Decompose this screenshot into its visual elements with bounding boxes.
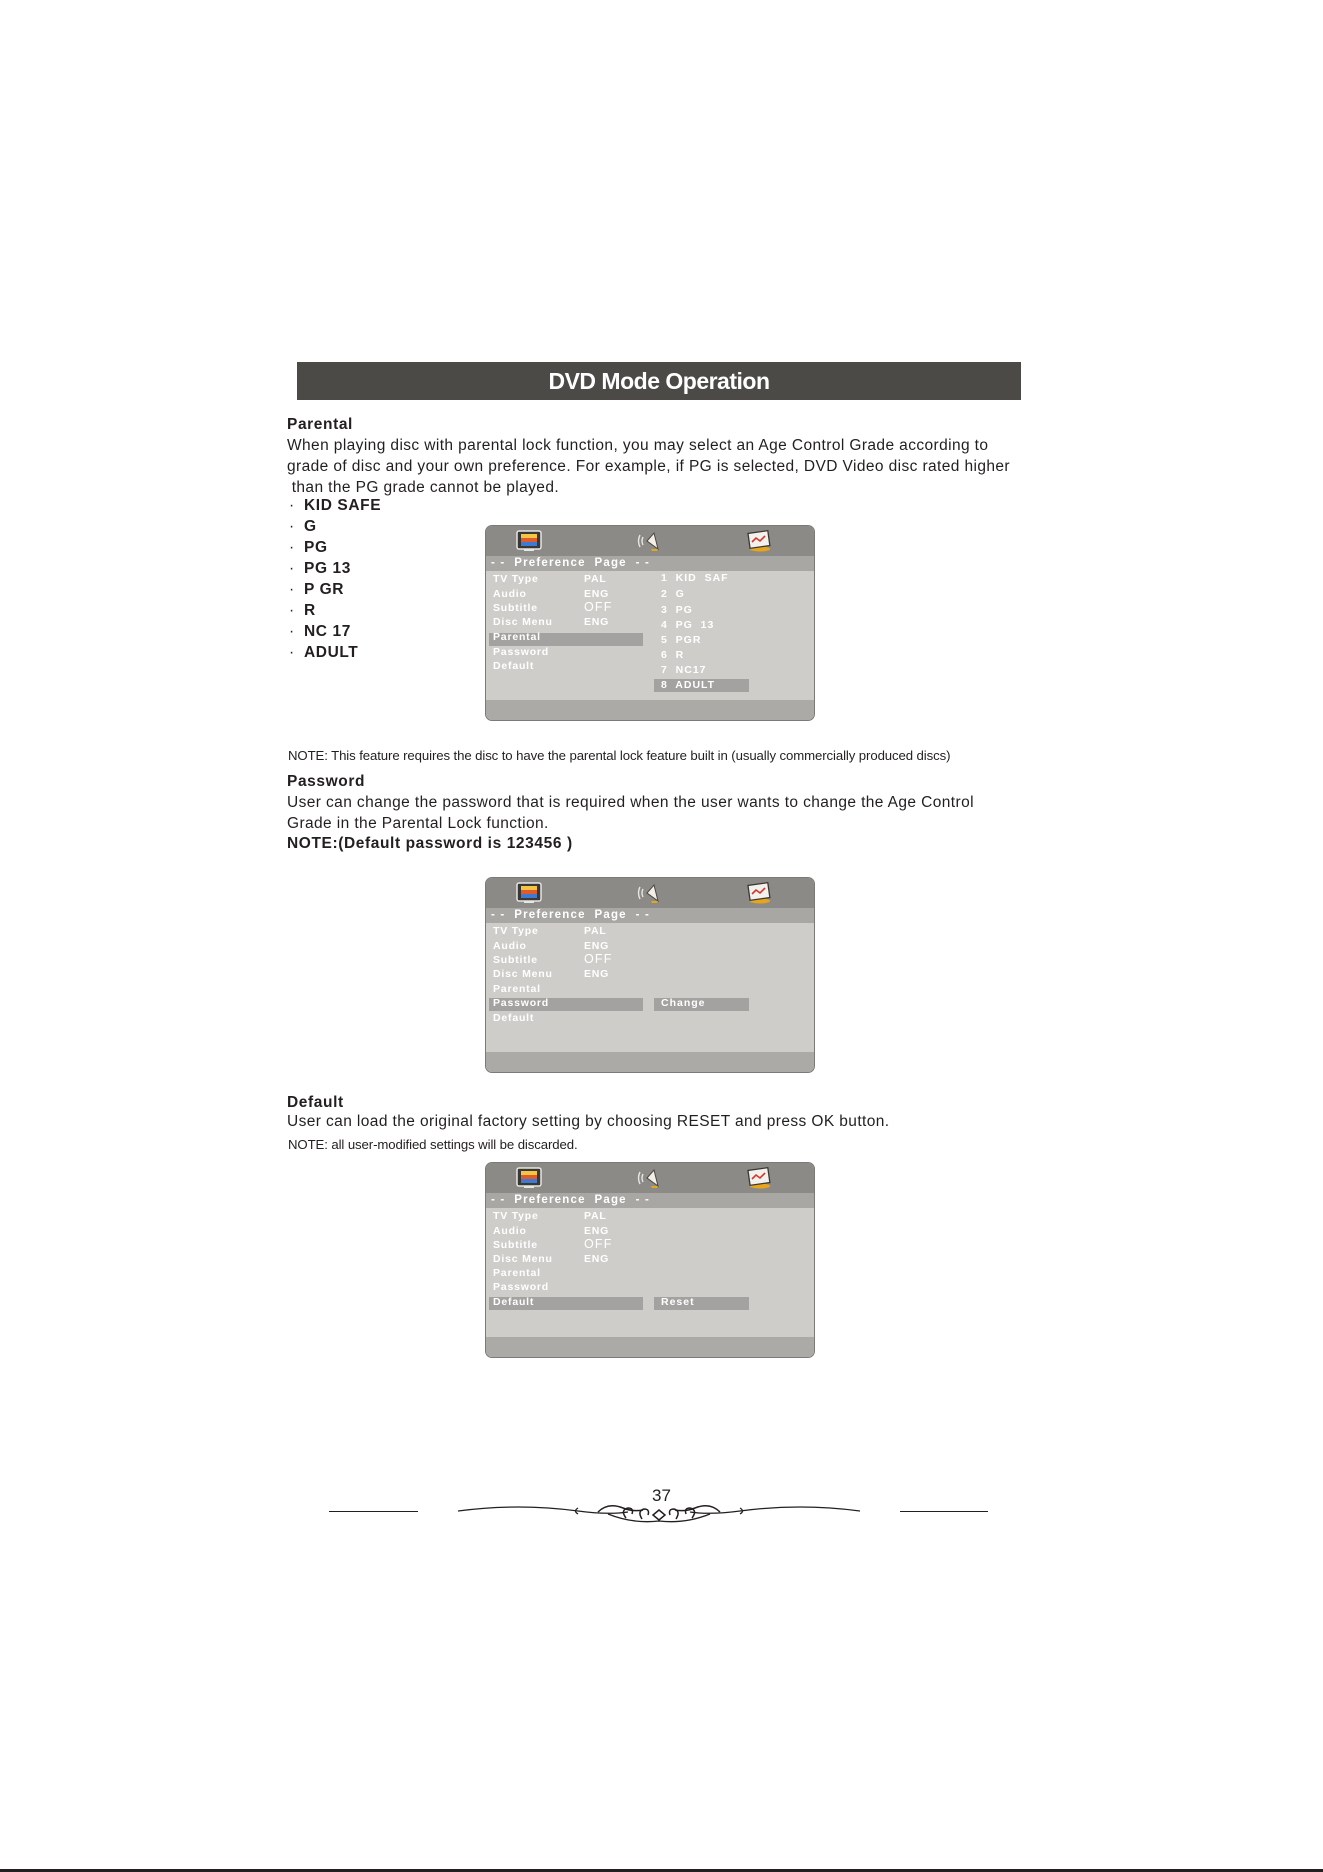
footer-rule-right <box>900 1511 988 1512</box>
menu-item-default[interactable]: Default <box>493 1012 535 1024</box>
osd-page-title: - - Preference Page - - <box>486 556 814 571</box>
value-tv-type: PAL <box>584 925 607 937</box>
osd-page-title: - - Preference Page - - <box>486 1193 814 1208</box>
value-tv-type: PAL <box>584 1210 607 1222</box>
parental-option[interactable]: 5 PGR <box>661 634 702 646</box>
parental-option[interactable]: 3 PG <box>661 604 693 616</box>
value-subtitle: OFF <box>584 600 613 614</box>
password-body-line-2: Grade in the Parental Lock function. <box>287 815 549 832</box>
speaker-icon <box>636 882 662 904</box>
value-audio: ENG <box>584 588 610 600</box>
value-audio: ENG <box>584 1225 610 1237</box>
parental-body-line-1: When playing disc with parental lock function, you may select an Age Control Grade according to <box>287 437 989 454</box>
value-disc-menu: ENG <box>584 616 610 628</box>
parental-option-selected[interactable]: 8 ADULT <box>661 679 716 691</box>
value-tv-type: PAL <box>584 573 607 585</box>
value-disc-menu: ENG <box>584 968 610 980</box>
menu-item-disc-menu[interactable]: Disc Menu <box>493 968 553 980</box>
list-item: · NC 17 <box>289 623 351 640</box>
menu-item-password[interactable]: Password <box>493 1281 550 1293</box>
parental-option[interactable]: 2 G <box>661 588 685 600</box>
default-heading: Default <box>287 1094 344 1111</box>
value-audio: ENG <box>584 940 610 952</box>
password-heading: Password <box>287 773 366 790</box>
list-item: · PG <box>289 539 328 556</box>
speaker-icon <box>636 1167 662 1189</box>
osd-footer-bar <box>486 1337 814 1357</box>
menu-item-tv-type[interactable]: TV Type <box>493 1210 539 1222</box>
preference-chart-icon <box>746 530 772 552</box>
menu-item-parental[interactable]: Parental <box>493 983 541 995</box>
osd-page-title: - - Preference Page - - <box>486 908 814 923</box>
parental-option[interactable]: 6 R <box>661 649 685 661</box>
osd-preference-parental <box>485 525 815 721</box>
default-note: NOTE: all user-modified settings will be discarded. <box>288 1137 578 1152</box>
page-number: 37 <box>652 1486 671 1505</box>
menu-item-parental[interactable]: Parental <box>493 631 541 643</box>
menu-item-audio[interactable]: Audio <box>493 588 527 600</box>
parental-option[interactable]: 7 NC17 <box>661 664 707 676</box>
list-item: · R <box>289 602 316 619</box>
menu-item-password[interactable]: Password <box>493 997 550 1009</box>
osd-preference-password <box>485 877 815 1073</box>
osd-preference-default <box>485 1162 815 1358</box>
menu-item-tv-type[interactable]: TV Type <box>493 925 539 937</box>
grade-list <box>289 497 381 665</box>
menu-item-default[interactable]: Default <box>493 660 535 672</box>
speaker-icon <box>636 530 662 552</box>
section-title-bar: DVD Mode Operation <box>297 362 1021 400</box>
menu-item-disc-menu[interactable]: Disc Menu <box>493 616 553 628</box>
value-subtitle: OFF <box>584 1237 613 1251</box>
menu-item-parental[interactable]: Parental <box>493 1267 541 1279</box>
menu-item-audio[interactable]: Audio <box>493 1225 527 1237</box>
footer-rule-left <box>329 1511 418 1512</box>
tv-screen-icon <box>516 1167 542 1189</box>
list-item: · ADULT <box>289 644 359 661</box>
default-body: User can load the original factory setting by choosing RESET and press OK button. <box>287 1113 890 1130</box>
menu-item-default[interactable]: Default <box>493 1296 535 1308</box>
list-item: · PG 13 <box>289 560 351 577</box>
menu-item-password[interactable]: Password <box>493 646 550 658</box>
menu-item-audio[interactable]: Audio <box>493 940 527 952</box>
parental-note: NOTE: This feature requires the disc to have the parental lock feature built in (usually commercially produced discs) <box>288 748 951 763</box>
ornament-divider-icon <box>458 1500 860 1526</box>
parental-option[interactable]: 4 PG 13 <box>661 619 715 631</box>
preference-chart-icon <box>746 882 772 904</box>
menu-item-subtitle[interactable]: Subtitle <box>493 602 538 614</box>
preference-chart-icon <box>746 1167 772 1189</box>
menu-item-tv-type[interactable]: TV Type <box>493 573 539 585</box>
password-body-line-1: User can change the password that is required when the user wants to change the Age Control <box>287 794 974 811</box>
osd-footer-bar <box>486 1052 814 1072</box>
osd-footer-bar <box>486 700 814 720</box>
parental-heading: Parental <box>287 416 353 433</box>
tv-screen-icon <box>516 530 542 552</box>
value-subtitle: OFF <box>584 952 613 966</box>
list-item: · P GR <box>289 581 345 598</box>
menu-item-disc-menu[interactable]: Disc Menu <box>493 1253 553 1265</box>
list-item: · G <box>289 518 317 535</box>
password-note: NOTE:(Default password is 123456 ) <box>287 835 573 852</box>
change-password-option[interactable]: Change <box>661 997 706 1009</box>
value-disc-menu: ENG <box>584 1253 610 1265</box>
parental-body-line-3: than the PG grade cannot be played. <box>287 479 560 496</box>
parental-body-line-2: grade of disc and your own preference. For example, if PG is selected, DVD Video disc rated higher <box>287 458 1010 475</box>
menu-item-subtitle[interactable]: Subtitle <box>493 954 538 966</box>
parental-option[interactable]: 1 KID SAF <box>661 572 729 584</box>
tv-screen-icon <box>516 882 542 904</box>
reset-option[interactable]: Reset <box>661 1296 695 1308</box>
menu-item-subtitle[interactable]: Subtitle <box>493 1239 538 1251</box>
list-item: · KID SAFE <box>289 497 382 514</box>
